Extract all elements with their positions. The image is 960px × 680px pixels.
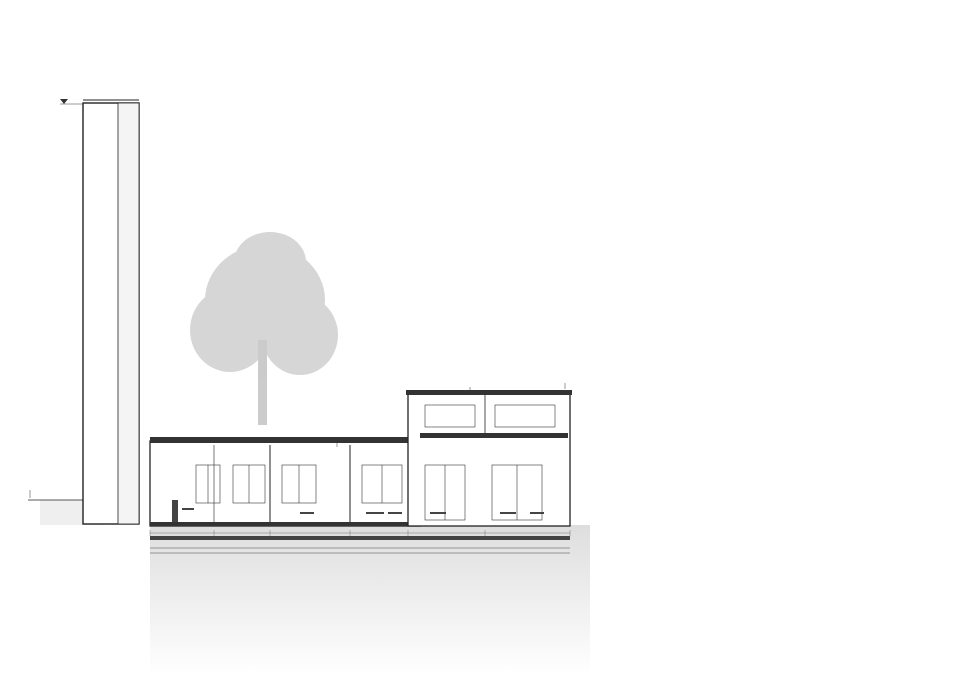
spec-t2 [676, 245, 936, 249]
ground-shading [150, 525, 590, 675]
low-building [150, 390, 572, 526]
elevation-mark-top [60, 99, 83, 104]
spec-f01 [676, 369, 936, 373]
spec-f02 [676, 449, 936, 453]
spec-t1 [676, 99, 936, 103]
spec-p05 [397, 99, 662, 103]
tower [83, 100, 139, 524]
tree-silhouette [190, 232, 338, 425]
spec-p06 [397, 244, 662, 248]
